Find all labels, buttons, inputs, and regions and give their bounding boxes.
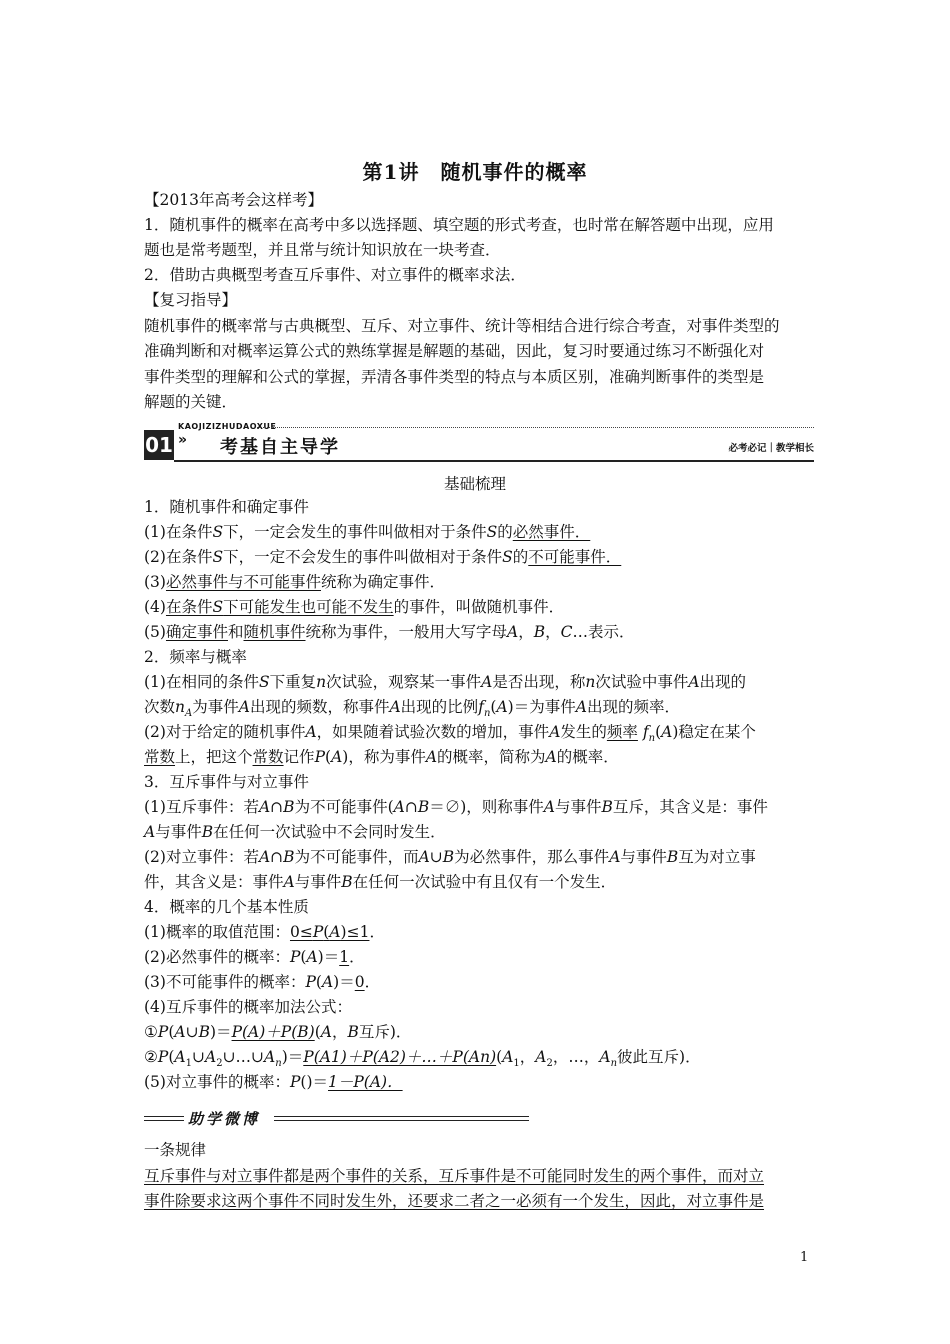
review-line-3: 事件类型的理解和公式的掌握，弄清各事件类型的特点与本质区别，准确判断事件的类型是 bbox=[144, 368, 765, 386]
s1-line-2: (2)在条件S下，一定不会发生的事件叫做相对于条件S的不可能事件． bbox=[144, 548, 622, 566]
s3-line-2: A与事件B在任何一次试验中不会同时发生． bbox=[144, 823, 446, 841]
s4-line-6: $②P(A_1\cup A_2\cup\dots\cup A_n)=P(A1)+P(A2)+\dots+P(An)(A_1$，$A_2$，…，$A_n$彼此互斥)． bbox=[144, 1048, 701, 1070]
page-number: 1 bbox=[800, 1250, 809, 1265]
subheading: 基础梳理 bbox=[443, 475, 506, 493]
s2-title: 2．频率与概率 bbox=[144, 648, 247, 666]
banner-right-label: 必考必记｜教学相长 bbox=[728, 443, 814, 454]
s2-line-1: (1)在相同的条件S下重复n次试验，观察某一事件A是否出现，称n次试验中事件A出现的 bbox=[144, 673, 747, 691]
banner-dotted-rule bbox=[254, 427, 814, 428]
s3-title: 3．互斥事件与对立事件 bbox=[144, 773, 309, 791]
banner-pinyin: KAOJIZIZHUDAOXUE bbox=[178, 422, 277, 431]
exam-point-1a: 1．随机事件的概率在高考中多以选择题、填空题的形式考查，也时常在解答题中出现，应用 bbox=[144, 216, 774, 234]
s1-line-1: (1)在条件S下，一定会发生的事件叫做相对于条件S的必然事件． bbox=[144, 523, 591, 541]
s4-line-2: (2)必然事件的概率：P(A)＝1． bbox=[144, 948, 365, 966]
exam-point-2: 2．借助古典概型考查互斥事件、对立事件的概率求法． bbox=[144, 266, 526, 284]
review-line-1: 随机事件的概率常与古典概型、互斥、对立事件、统计等相结合进行综合考查，对事件类型的 bbox=[144, 317, 780, 335]
s4-title: 4．概率的几个基本性质 bbox=[144, 898, 309, 916]
s4-line-1: (1)概率的取值范围：0≤P(A)≤1． bbox=[144, 923, 385, 941]
exam-point-1b: 题也是常考题型，并且常与统计知识放在一块考查． bbox=[144, 241, 501, 259]
rule-line-2: 事件除要求这两个事件不同时发生外，还要求二者之一必须有一个发生，因此，对立事件是 bbox=[144, 1192, 765, 1210]
review-line-4: 解题的关键． bbox=[144, 393, 238, 411]
review-heading: 【复习指导】 bbox=[144, 291, 238, 309]
s1-line-3: (3)必然事件与不可能事件统称为确定事件． bbox=[144, 573, 445, 591]
banner-number: 01 bbox=[144, 430, 174, 460]
exam-heading: 【2013年高考会这样考】 bbox=[144, 191, 323, 209]
page-title: 第1讲 随机事件的概率 bbox=[362, 160, 588, 184]
s1-line-5: (5)确定事件和随机事件统称为事件，一般用大写字母A，B，C…表示． bbox=[144, 623, 635, 641]
s2-line-3: (2)对于给定的随机事件A，如果随着试验次数的增加，事件A发生的频率 $f_n(A)$稳定在某个 bbox=[144, 723, 756, 745]
s4-line-4: (4)互斥事件的概率加法公式： bbox=[144, 998, 352, 1016]
section-banner bbox=[144, 422, 814, 464]
s2-line-4: 常数上，把这个常数记作P(A)，称为事件A的概率，简称为A的概率． bbox=[144, 748, 619, 766]
s1-line-4: (4)在条件S下可能发生也可能不发生的事件，叫做随机事件． bbox=[144, 598, 565, 616]
s3-line-4: 件，其含义是：事件A与事件B在任何一次试验中有且仅有一个发生． bbox=[144, 873, 617, 891]
weibo-divider bbox=[144, 1108, 529, 1130]
chevron-right-icon: » bbox=[178, 432, 188, 448]
rule-line-1: 互斥事件与对立事件都是两个事件的关系，互斥事件是不可能同时发生的两个事件，而对立 bbox=[144, 1167, 765, 1185]
s4-line-3: (3)不可能事件的概率：P(A)＝0． bbox=[144, 973, 381, 991]
banner-heading: 考基自主导学 bbox=[220, 437, 340, 458]
s3-line-3: (2)对立事件：若A∩B为不可能事件，而A∪B为必然事件，那么事件A与事件B互为对立事 bbox=[144, 848, 756, 866]
s1-title: 1．随机事件和确定事件 bbox=[144, 498, 309, 516]
s4-line-5: ①P(A∪B)＝P(A)＋P(B)(A，B互斥)． bbox=[144, 1023, 412, 1041]
banner-rule bbox=[174, 460, 814, 462]
s3-line-1: (1)互斥事件：若A∩B为不可能事件(A∩B＝∅)，则称事件A与事件B互斥，其含义是：事件 bbox=[144, 798, 768, 816]
s2-line-2: 次数$n_A$为事件A出现的频数，称事件A出现的比例$f_n(A)=$为事件A出现的频率． bbox=[144, 698, 680, 720]
review-line-2: 准确判断和对概率运算公式的熟练掌握是解题的基础，因此，复习时要通过练习不断强化对 bbox=[144, 342, 765, 360]
rule-title: 一条规律 bbox=[144, 1141, 207, 1159]
s4-line-7: (5)对立事件的概率：P()＝1－P(A)． bbox=[144, 1073, 403, 1091]
weibo-label: 助学微博 bbox=[188, 1110, 261, 1128]
